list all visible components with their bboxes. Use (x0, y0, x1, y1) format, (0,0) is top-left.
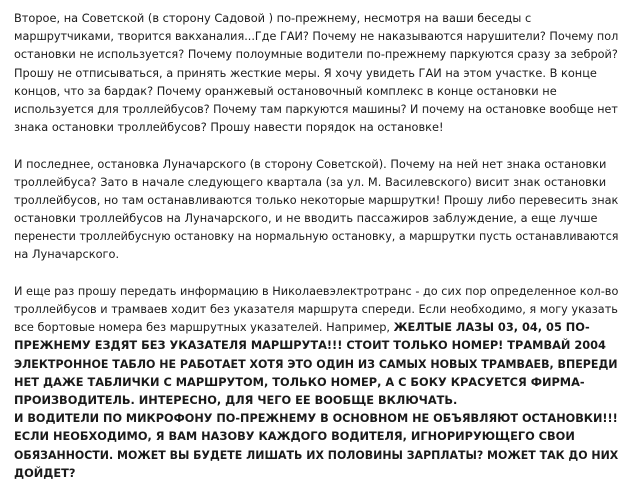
text-line (14, 118, 618, 136)
paragraph-lunacharskogo (14, 155, 620, 264)
emphasis-run: ЖЕЛТЫЕ ЛАЗЫ 03, 04, 05 ПО- (393, 320, 590, 335)
text-run: все бортовые номера без маршрутных указателей. Например, (14, 320, 394, 335)
text-line (14, 191, 619, 209)
text-line (14, 446, 619, 464)
text-line (14, 9, 618, 27)
text-line (14, 391, 618, 409)
emphasis-run: ПРОИЗВОДИТЕЛЬ. ИНТЕРЕСНО, ДЛЯ ЧЕГО ЕЕ ВООБЩЕ ВКЛЮЧАТЬ. (14, 392, 458, 407)
text-line (14, 155, 618, 173)
text-run: маршрутчиками, творится вакханалия...Где ГАИ? Почему не наказываются нарушители? Почему пол (14, 29, 619, 44)
paragraph-elektrotrans (14, 282, 620, 482)
paragraph-gap (14, 264, 620, 282)
text-run: троллейбуса? Зато в начале следующего квартала (за ул. М. Василевского) висит знак остановки (14, 174, 607, 189)
text-line (14, 300, 618, 318)
text-line (14, 227, 619, 245)
text-run: используется для троллейбусов? Почему там паркуются машины? И почему на остановке вообще нет (14, 101, 618, 116)
text-run: Второе, на Советской (в сторону Садовой ) по-прежнему, несмотря на ваши беседы с (14, 11, 532, 25)
text-line (14, 464, 618, 482)
text-line (14, 373, 618, 391)
text-line (14, 409, 618, 427)
text-run: остановки не используется? Почему полоумные водители по-прежнему паркуются сразу за зеброй? (14, 47, 618, 62)
text-run: И последнее, остановка Луначарского (в сторону Советской). Почему на ней нет знака остановки (14, 156, 607, 171)
text-line (14, 336, 618, 354)
text-run: перенести троллейбусную остановку на нормальную остановку, а маршрутки пусть останавливаются (14, 229, 619, 244)
paragraph-sovetskaya (14, 9, 620, 136)
text-run: Прошу не отписываться, а принять жесткие меры. Я хочу увидеть ГАИ на этом участке. В конце (14, 65, 597, 80)
text-line (14, 100, 618, 118)
emphasis-run: ЭЛЕКТРОННОЕ ТАБЛО НЕ РАБОТАЕТ ХОТЯ ЭТО ОДИН ИЗ САМЫХ НОВЫХ ТРАМВАЕВ, ВПЕРЕДИ (14, 356, 618, 371)
text-line (14, 209, 618, 227)
emphasis-run: ЕСЛИ НЕОБХОДИМО, Я ВАМ НАЗОВУ КАЖДОГО ВОДИТЕЛЯ, ИГНОРИРУЮЩЕГО СВОИ (14, 429, 575, 444)
emphasis-run: ОБЯЗАННОСТИ. МОЖЕТ ВЫ БУДЕТЕ ЛИШАТЬ ИХ ПОЛОВИНЫ ЗАРПЛАТЫ? МОЖЕТ ТАК ДО НИХ (14, 447, 619, 462)
text-line (14, 173, 618, 191)
emphasis-run: НЕТ ДАЖЕ ТАБЛИЧКИ С МАРШРУТОМ, ТОЛЬКО НОМЕР, А С БОКУ КРАСУЕТСЯ ФИРМА- (14, 374, 585, 389)
emphasis-run: ДОЙДЕТ? (14, 465, 76, 480)
emphasis-run: И ВОДИТЕЛИ ПО МИКРОФОНУ ПО-ПРЕЖНЕМУ В ОСНОВНОМ НЕ ОБЪЯВЛЯЮТ ОСТАНОВКИ!!! (14, 411, 618, 426)
text-line (14, 427, 618, 445)
text-run: остановки троллейбусов на Луначарского, и не вводить пассажиров заблуждение, а еще лучше (14, 211, 598, 226)
text-line (14, 64, 618, 82)
text-run: знака остановки троллейбусов? Прошу навести порядок на остановке! (14, 120, 444, 135)
text-line (14, 45, 618, 63)
text-line (14, 245, 618, 263)
text-line (14, 27, 619, 45)
text-run: И еще раз прошу передать информацию в Николаевэлектротранс - до сих пор определенное кол-во (14, 283, 619, 298)
text-line (14, 282, 619, 300)
emphasis-run: ПРЕЖНЕМУ ЕЗДЯТ БЕЗ УКАЗАТЕЛЯ МАРШРУТА!!! СТОИТ ТОЛЬКО НОМЕР! ТРАМВАЙ 2004 (14, 338, 606, 353)
text-line (14, 355, 618, 373)
text-run: на Луначарского. (14, 247, 120, 262)
text-run: концов, что за бардак? Почему оранжевый остановочный комплекс в конце остановки не (14, 83, 557, 98)
text-run: троллейбусов и трамваев ходит без указателя маршрута спереди. Если необходимо, я могу указать (14, 302, 618, 316)
paragraph-gap (14, 136, 620, 154)
text-line (14, 82, 618, 100)
text-line (14, 318, 618, 336)
text-run: троллейбусов, но там останавливаются только некоторые маршрутки! Прошу либо перевесить знак (14, 192, 619, 207)
